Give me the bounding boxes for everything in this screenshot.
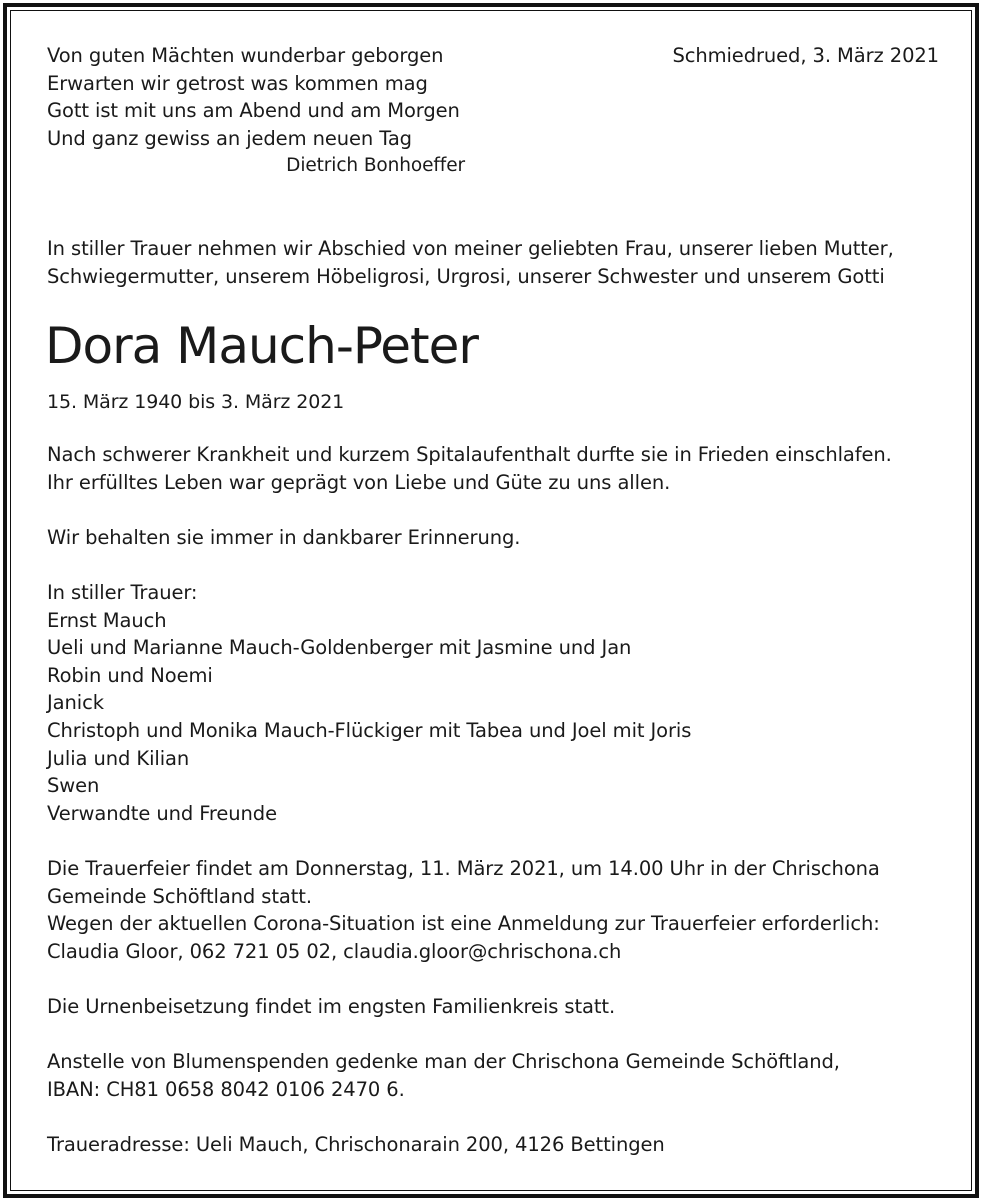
mourners-heading: In stiller Trauer:	[47, 580, 198, 604]
mourner: Robin und Noemi	[47, 663, 213, 687]
ceremony-line: Wegen der aktuellen Corona-Situation ist eine Anmeldung zur Trauerfeier erforderlich:	[47, 912, 880, 936]
ceremony-line: Gemeinde Schöftland statt.	[47, 884, 312, 908]
mourner: Janick	[47, 691, 104, 715]
ceremony-line: Die Trauerfeier findet am Donnerstag, 11. März 2021, um 14.00 Uhr in der Chrischona	[47, 856, 880, 880]
deceased-name: Dora Mauch-Peter	[45, 317, 478, 375]
mourning-address: Traueradresse: Ueli Mauch, Chrischonarain 200, 4126 Bettingen	[47, 1132, 665, 1156]
mourner: Ernst Mauch	[47, 608, 167, 632]
life-dates: 15. März 1940 bis 3. März 2021	[47, 391, 345, 413]
poem	[47, 42, 460, 152]
place-date: Schmiedrued, 3. März 2021	[672, 44, 939, 67]
mourner: Verwandte und Freunde	[47, 801, 277, 825]
message-line: Nach schwerer Krankheit und kurzem Spitalaufenthalt durfte sie in Frieden einschlafen.	[47, 443, 892, 466]
poem-line: Von guten Mächten wunderbar geborgen	[47, 44, 444, 67]
intro-line: In stiller Trauer nehmen wir Abschied von meiner geliebten Frau, unserer lieben Mutter,	[47, 237, 894, 260]
mourner: Swen	[47, 774, 100, 798]
mourner: Christoph und Monika Mauch-Flückiger mit Tabea und Joel mit Joris	[47, 718, 692, 742]
poem-line: Erwarten wir getrost was kommen mag	[47, 71, 428, 95]
urn-burial-line: Die Urnenbeisetzung findet im engsten Familienkreis statt.	[47, 994, 616, 1018]
mourner: Julia und Kilian	[47, 746, 190, 770]
donation-line: Anstelle von Blumenspenden gedenke man der Chrischona Gemeinde Schöftland,	[47, 1050, 840, 1074]
intro-line: Schwiegermutter, unserem Höbeligrosi, Urgrosi, unserer Schwester und unserem Gotti	[47, 264, 885, 288]
intro-text	[47, 235, 894, 290]
notice-body	[47, 441, 892, 1158]
mourner: Ueli und Marianne Mauch-Goldenberger mit Jasmine und Jan	[47, 636, 632, 660]
poem-line: Gott ist mit uns am Abend und am Morgen	[47, 99, 460, 123]
donation-iban: IBAN: CH81 0658 8042 0106 2470 6.	[47, 1077, 405, 1101]
memory-line: Wir behalten sie immer in dankbarer Erinnerung.	[47, 525, 521, 549]
poem-author: Dietrich Bonhoeffer	[286, 155, 465, 176]
poem-line: Und ganz gewiss an jedem neuen Tag	[47, 126, 412, 150]
ceremony-contact: Claudia Gloor, 062 721 05 02, claudia.gloor@chrischona.ch	[47, 939, 622, 963]
message-line: Ihr erfülltes Leben war geprägt von Liebe und Güte zu uns allen.	[47, 470, 671, 494]
